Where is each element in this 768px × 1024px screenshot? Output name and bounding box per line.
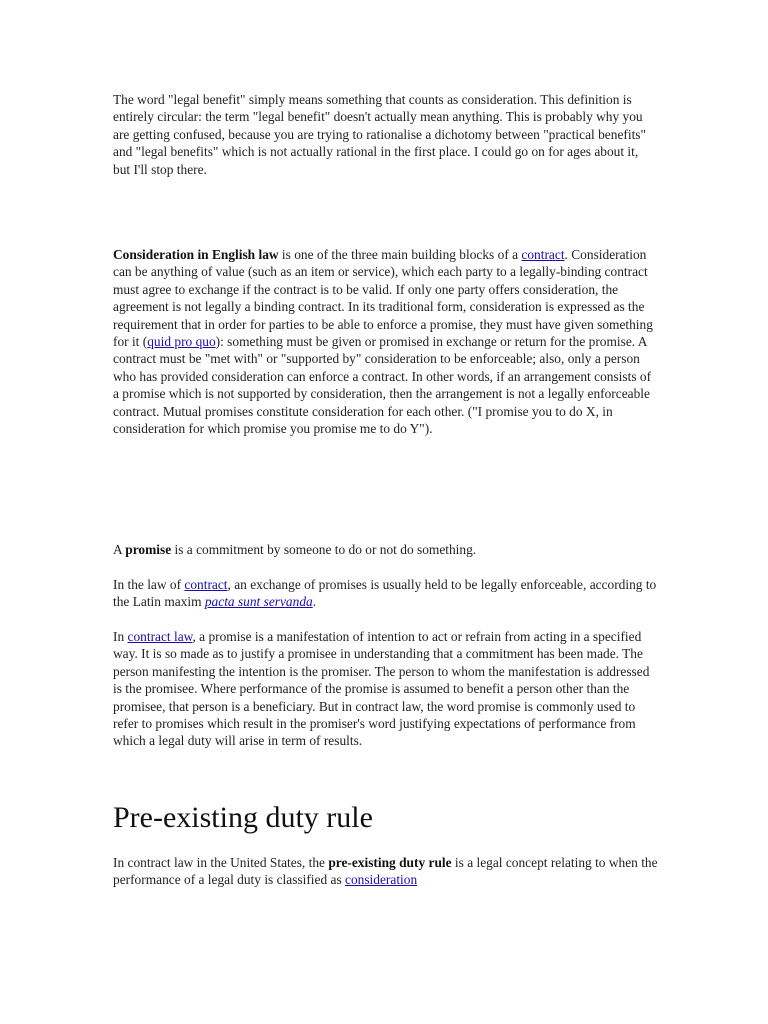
paragraph-legal-benefit [113, 91, 658, 178]
paragraph-text: , an exchange of promises is usually held to be legally enforceable, according to the Latin maxim [113, 577, 657, 610]
link-consideration[interactable]: consideration [345, 872, 418, 888]
paragraph-text: is a commitment by someone to do or not do something. [171, 542, 477, 557]
section-heading: Pre-existing duty rule [113, 801, 373, 834]
link-contract[interactable]: contract [184, 577, 228, 592]
paragraph-promise-definition [113, 541, 476, 558]
link-contract-law[interactable]: contract law [127, 629, 193, 644]
paragraph-text: In contract law in the United States, the [113, 855, 329, 870]
paragraph-text: A [113, 542, 126, 557]
paragraph-text: , a promise is a manifestation of intention to act or refrain from acting in a specified way. It is so made as to justify a promisee in understanding that a commitment has been made. The person manifesting the intention is the promiser. The person to whom the manifestation is addressed is the promisee. Where performance of the promise is assumed to benefit a person other than the promisee, that person is a beneficiary. But in contract law, the word promise is commonly used to refer to promises which result in the promiser's word justifying expectations of performance from which a legal duty will arise in term of results. [113, 629, 650, 749]
paragraph-law-of-contract [113, 576, 658, 611]
link-pacta-sunt-servanda[interactable]: pacta sunt servanda [204, 594, 313, 610]
link-quid-pro-quo[interactable]: quid pro quo [147, 334, 216, 350]
bold-term-consideration: Consideration in English law [113, 247, 279, 262]
paragraph-text: . [312, 594, 317, 610]
paragraph-contract-law [113, 628, 658, 750]
link-contract[interactable]: contract [521, 247, 565, 262]
paragraph-text: is a legal concept relating to when the performance of a legal duty is classified as [113, 855, 658, 888]
paragraph-text: The word "legal benefit" simply means something that counts as consideration. This definition is entirely circular: the term "legal benefit" doesn't actually mean anything. This is probably why you are getting confused, because you are trying to rationalise a dichotomy between "practical benefits" and "legal benefits" which is not actually rational in the first place. I could go on for ages about it, but I'll stop there. [113, 92, 646, 177]
bold-term-preexisting-duty-rule: pre-existing duty rule [328, 855, 452, 870]
paragraph-text: ): something must be given or promised in exchange or return for the promise. A contract must be "met with" or "supported by" consideration to be enforceable; also, only a person who has provided consideration can enforce a contract. In other words, if an arrangement consists of a promise which is not supported by consideration, then the arrangement is not a legally enforceable contract. Mutual promises constitute consideration for each other. ("I promise you to do X, in consideration for which promise you promise me to do Y"). [113, 334, 652, 437]
paragraph-text: In [113, 629, 128, 644]
paragraph-text: . Consideration can be anything of value (such as an item or service), which each party to a legally-binding contract must agree to exchange if the contract is to be valid. If only one party offers consideration, the agreement is not legally a binding contract. In its traditional form, consideration is expressed as the requirement that in order for parties to be able to enforce a promise, they must have given something for it ( [113, 247, 653, 350]
paragraph-consideration [113, 246, 658, 437]
bold-term-promise: promise [125, 542, 172, 557]
paragraph-text: is one of the three main building blocks of a [278, 247, 522, 262]
paragraph-text: In the law of [113, 577, 185, 592]
paragraph-preexisting-duty [113, 854, 658, 889]
